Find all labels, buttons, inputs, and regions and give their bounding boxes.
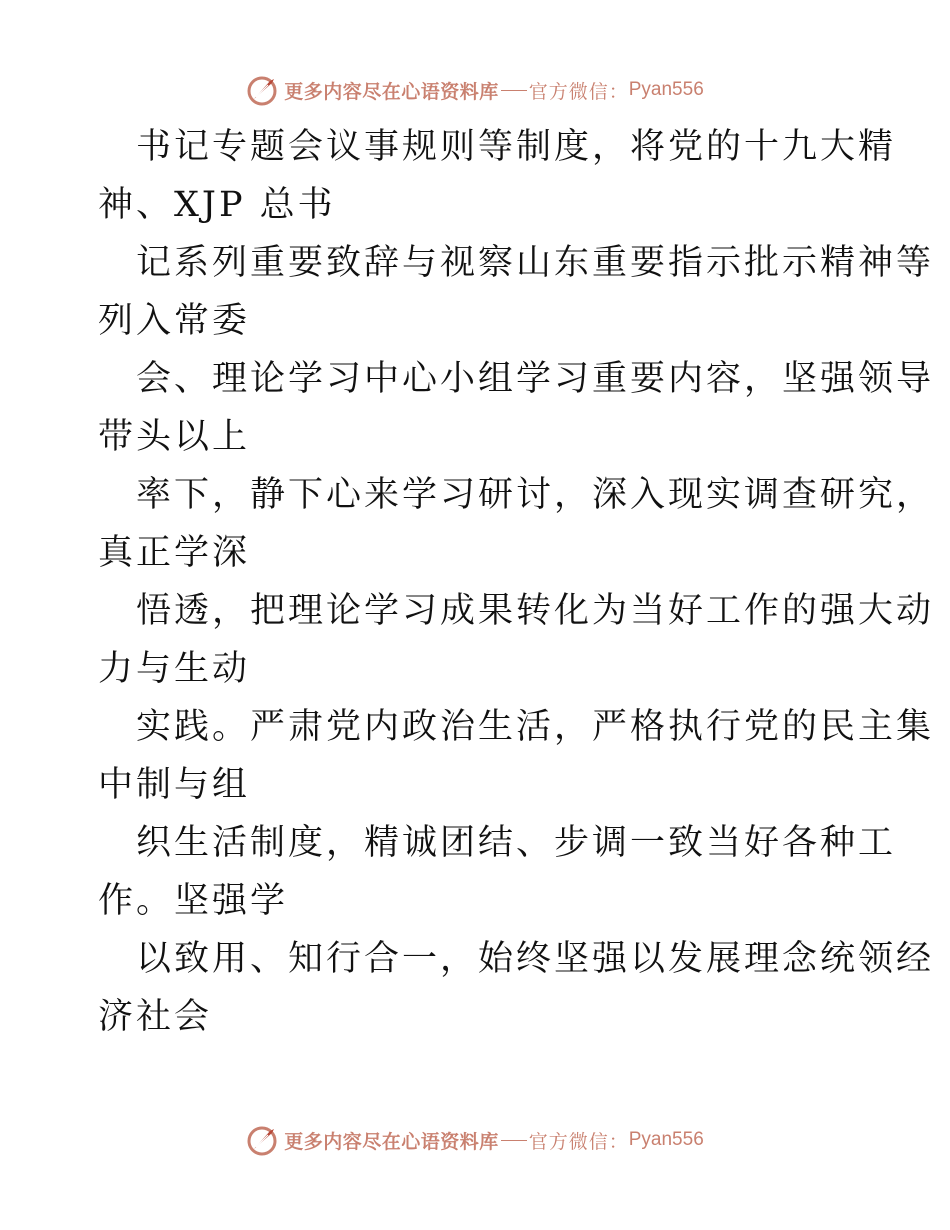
watermark-separator	[501, 90, 527, 91]
body-line: 以致用、知行合一，始终坚强以发展理念统领经	[136, 939, 935, 979]
quill-logo-icon	[246, 1123, 280, 1157]
watermark-separator	[501, 1140, 527, 1141]
body-line: 会、理论学习中心小组学习重要内容，坚强领导	[136, 359, 935, 399]
body-line: 悟透，把理论学习成果转化为当好工作的强大动	[136, 591, 935, 631]
watermark-account: Pyan556	[628, 79, 704, 100]
watermark-brand: 更多内容尽在心语资料库	[284, 1130, 499, 1153]
body-line: 带头以上	[98, 417, 251, 457]
body-line: 率下，静下心来学习研讨，深入现实调查研究，	[136, 475, 935, 515]
body-line: 济社会	[98, 997, 213, 1037]
body-line: 作。坚强学	[98, 881, 289, 921]
body-line: 实践。严肃党内政治生活，严格执行党的民主集	[136, 707, 935, 747]
body-line: 列入常委	[98, 301, 251, 341]
body-line: 力与生动	[98, 649, 251, 689]
watermark-account: Pyan556	[628, 1129, 704, 1150]
body-line: 中制与组	[98, 765, 251, 805]
body-text	[98, 118, 935, 1046]
watermark-wechat-label: 官方微信：	[528, 1130, 629, 1153]
body-line: 神、XJP 总书	[98, 185, 336, 225]
body-line: 织生活制度，精诚团结、步调一致当好各种工	[136, 823, 897, 863]
body-line: 记系列重要致辞与视察山东重要指示批示精神等	[136, 243, 935, 283]
header-watermark	[0, 70, 950, 110]
quill-logo-icon	[246, 73, 280, 107]
footer-watermark	[0, 1120, 950, 1160]
watermark-wechat-label: 官方微信：	[528, 80, 629, 103]
watermark-brand: 更多内容尽在心语资料库	[284, 80, 499, 103]
body-line: 真正学深	[98, 533, 251, 573]
body-line: 书记专题会议事规则等制度，将党的十九大精	[136, 127, 897, 167]
